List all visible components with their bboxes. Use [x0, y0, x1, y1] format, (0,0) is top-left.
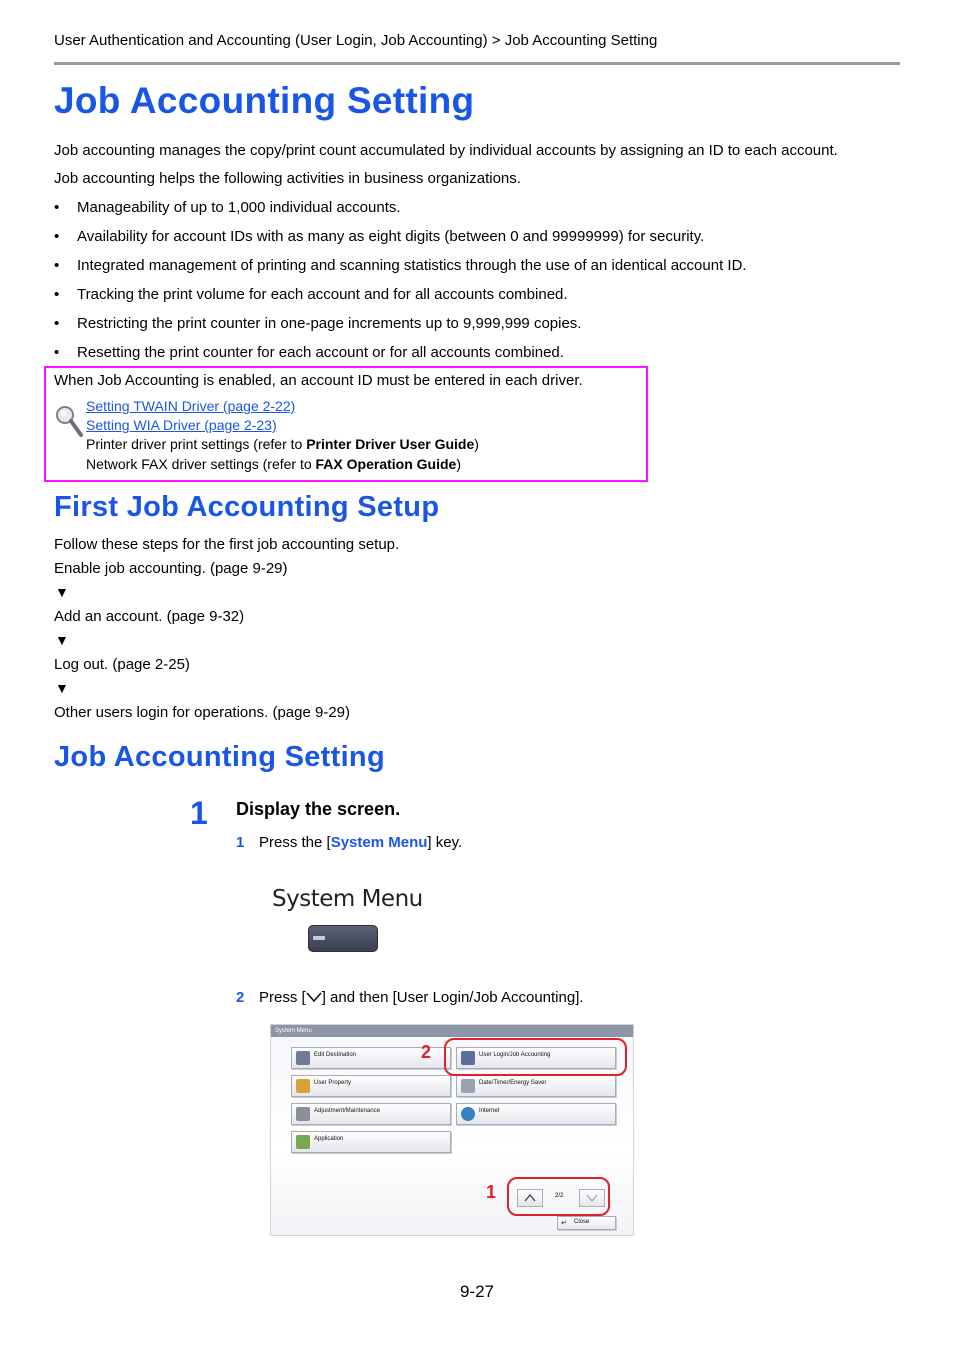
adjustment-maintenance-button[interactable]: Adjustment/Maintenance: [291, 1103, 451, 1125]
callout-number-2: 2: [421, 1042, 432, 1062]
page-title: Job Accounting Setting: [54, 80, 475, 121]
bullet-item: • Availability for account IDs with as many as eight digits (between 0 and 99999999) for security.: [54, 228, 705, 245]
globe-icon: [461, 1107, 475, 1121]
down-arrow-icon: ▼: [55, 632, 69, 648]
intro-paragraph-1: Job accounting manages the copy/print count accumulated by individual accounts by assigning an ID to each account.: [54, 142, 838, 159]
section-heading-first-setup: First Job Accounting Setup: [54, 491, 440, 523]
note-text: When Job Accounting is enabled, an account ID must be entered in each driver.: [54, 372, 583, 389]
chevron-down-icon: [306, 991, 322, 1003]
application-icon: [296, 1135, 310, 1149]
return-icon: ↵: [561, 1220, 567, 1227]
intro-paragraph-2: Job accounting helps the following activities in business organizations.: [54, 170, 521, 187]
user-icon: [296, 1079, 310, 1093]
system-menu-key-label: System Menu: [272, 886, 423, 912]
edit-destination-button[interactable]: Edit Destination: [291, 1047, 451, 1069]
bullet-item: • Resetting the print counter for each account or for all accounts combined.: [54, 344, 564, 361]
internet-button[interactable]: Internet: [456, 1103, 616, 1125]
system-menu-screen: [270, 1024, 634, 1236]
date-timer-energy-saver-button[interactable]: Date/Timer/Energy Saver: [456, 1075, 616, 1097]
fax-driver-reference: Network FAX driver settings (refer to FAX Operation Guide): [86, 456, 461, 472]
magnifier-icon: [54, 404, 84, 438]
first-setup-intro: Follow these steps for the first job accounting setup.: [54, 536, 400, 553]
link-wia-driver[interactable]: Setting WIA Driver (page 2-23): [86, 417, 277, 433]
down-arrow-icon: ▼: [55, 680, 69, 696]
tools-icon: [296, 1107, 310, 1121]
close-button[interactable]: ↵ Close: [557, 1216, 616, 1230]
substep-text: Press [ ] and then [User Login/Job Accounting].: [259, 989, 584, 1006]
down-arrow-icon: ▼: [55, 584, 69, 600]
setup-step-4: Other users login for operations. (page 9-29): [54, 704, 350, 721]
key-led-icon: [313, 936, 325, 940]
callout-ring-1: [507, 1177, 610, 1216]
application-button[interactable]: Application: [291, 1131, 451, 1153]
clock-icon: [461, 1079, 475, 1093]
bullet-item: • Manageability of up to 1,000 individual accounts.: [54, 199, 401, 216]
substep-number: 1: [236, 834, 245, 851]
bullet-item: • Integrated management of printing and scanning statistics through the use of an identical account ID.: [54, 257, 747, 274]
step-number: 1: [190, 795, 208, 831]
substep-number: 2: [236, 989, 245, 1006]
page-indicator: 2/2: [555, 1193, 564, 1199]
callout-number-1: 1: [486, 1182, 497, 1202]
bullet-item: • Restricting the print counter in one-page increments up to 9,999,999 copies.: [54, 315, 582, 332]
breadcrumb: User Authentication and Accounting (User Login, Job Accounting) > Job Accounting Setting: [54, 32, 658, 49]
bullet-item: • Tracking the print volume for each account and for all accounts combined.: [54, 286, 568, 303]
substep-text: Press the [System Menu] key.: [259, 834, 463, 851]
user-login-job-accounting-button[interactable]: User Login/Job Accounting: [456, 1047, 616, 1069]
user-property-button[interactable]: User Property: [291, 1075, 451, 1097]
setup-step-1: Enable job accounting. (page 9-29): [54, 560, 288, 577]
section-heading-setting: Job Accounting Setting: [54, 741, 385, 773]
step-title: Display the screen.: [236, 799, 401, 819]
setup-step-2: Add an account. (page 9-32): [54, 608, 245, 625]
screen-title-bar: System Menu: [271, 1025, 633, 1037]
setup-step-3: Log out. (page 2-25): [54, 656, 190, 673]
system-menu-key[interactable]: [308, 925, 378, 952]
link-twain-driver[interactable]: Setting TWAIN Driver (page 2-22): [86, 398, 296, 414]
address-book-icon: [296, 1051, 310, 1065]
printer-driver-reference: Printer driver print settings (refer to Printer Driver User Guide): [86, 436, 479, 452]
header-rule: [54, 62, 900, 65]
page-number: 9-27: [459, 1282, 495, 1301]
callout-ring-2: [444, 1038, 627, 1076]
